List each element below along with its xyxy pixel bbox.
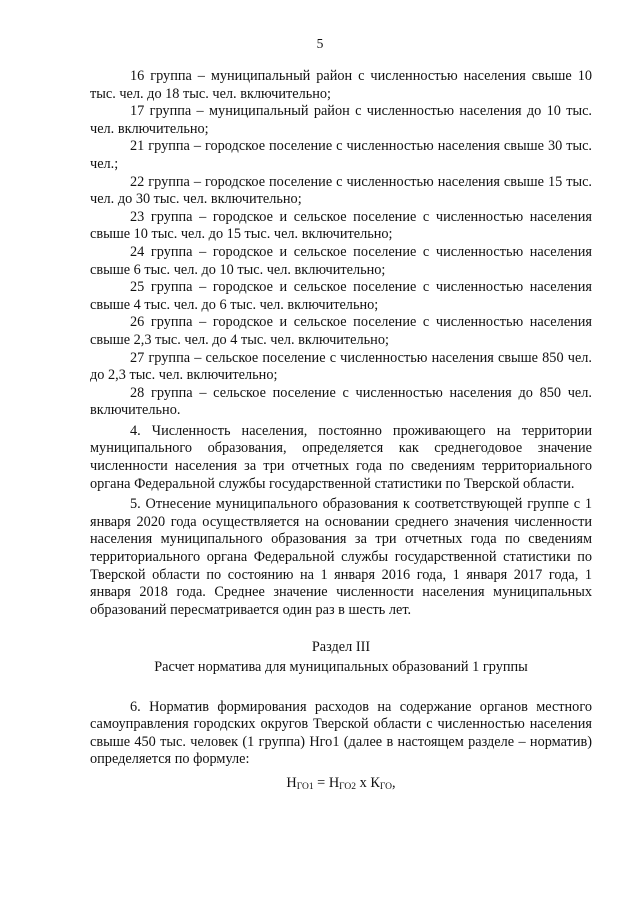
group-item: 17 группа – муниципальный район с численностью населения до 10 тыс. чел. включительно; [90, 103, 592, 137]
paragraph-6: 6. Норматив формирования расходов на содержание органов местного самоуправления городских округов Тверской области с численностью населения свыше 450 тыс. человек (1 группа) Нго1 (далее в настоящем разделе – норматив) определяется по формуле: [90, 698, 592, 768]
formula-term1-base: Н [328, 774, 340, 791]
formula-lhs-base: Н [286, 774, 297, 791]
formula-term2-base: К [370, 774, 380, 791]
group-item: 27 группа – сельское поселение с численностью населения свыше 850 чел. до 2,3 тыс. чел. включительно; [90, 349, 592, 384]
group-item: 28 группа – сельское поселение с численностью населения до 850 чел. включительно. [90, 384, 592, 419]
paragraph-5: 5. Отнесение муниципального образования к соответствующей группе с 1 января 2020 года осуществляется на основании среднего значения численности населения муниципального образования за три отчетных года по сведениям территориального органа Федеральной службы государственной статистики по Тверской области по состоянию на 1 января 2016 года, 1 января 2017 года, 1 января 2018 года. Среднее значение численности населения муниципальных образований пересматривается один раз в шесть лет. [90, 496, 592, 618]
formula-lhs-sub: ГО1 [296, 781, 314, 792]
formula [90, 775, 592, 797]
group-item: 22 группа – городское поселение с численностью населения свыше 15 тыс. чел. до 30 тыс. чел. включительно; [90, 173, 592, 208]
section-subheading: Расчет норматива для муниципальных образований 1 группы [154, 659, 528, 675]
page-number: 5 [316, 36, 324, 51]
formula-equals: = [313, 774, 329, 791]
group-item: 23 группа – городское и сельское поселение с численностью населения свыше 10 тыс. чел. до 15 тыс. чел. включительно; [90, 208, 592, 243]
formula-times: x [356, 774, 371, 791]
group-item: 21 группа – городское поселение с численностью населения свыше 30 тыс. чел.; [90, 138, 592, 172]
formula-term1-sub: ГО2 [339, 781, 357, 792]
document-body [90, 68, 592, 797]
group-item: 25 группа – городское и сельское поселение с численностью населения свыше 4 тыс. чел. до 6 тыс. чел. включительно; [90, 279, 592, 313]
paragraph-4: 4. Численность населения, постоянно проживающего на территории муниципального образования, определяется как среднегодовое значение численности населения за три отчетных года по сведениям территориального органа Федеральной службы государственной статистики по Тверской области. [90, 422, 592, 492]
formula-term2-sub: ГО [379, 781, 392, 792]
group-item: 26 группа – городское и сельское поселение с численностью населения свыше 2,3 тыс. чел. до 4 тыс. чел. включительно; [90, 314, 592, 348]
group-item: 24 группа – городское и сельское поселение с численностью населения свыше 6 тыс. чел. до 10 тыс. чел. включительно; [90, 243, 592, 278]
formula-tail: , [392, 774, 396, 791]
group-item: 16 группа – муниципальный район с численностью населения свыше 10 тыс. чел. до 18 тыс. чел. включительно; [90, 68, 592, 102]
section-heading: Раздел III [311, 639, 371, 656]
